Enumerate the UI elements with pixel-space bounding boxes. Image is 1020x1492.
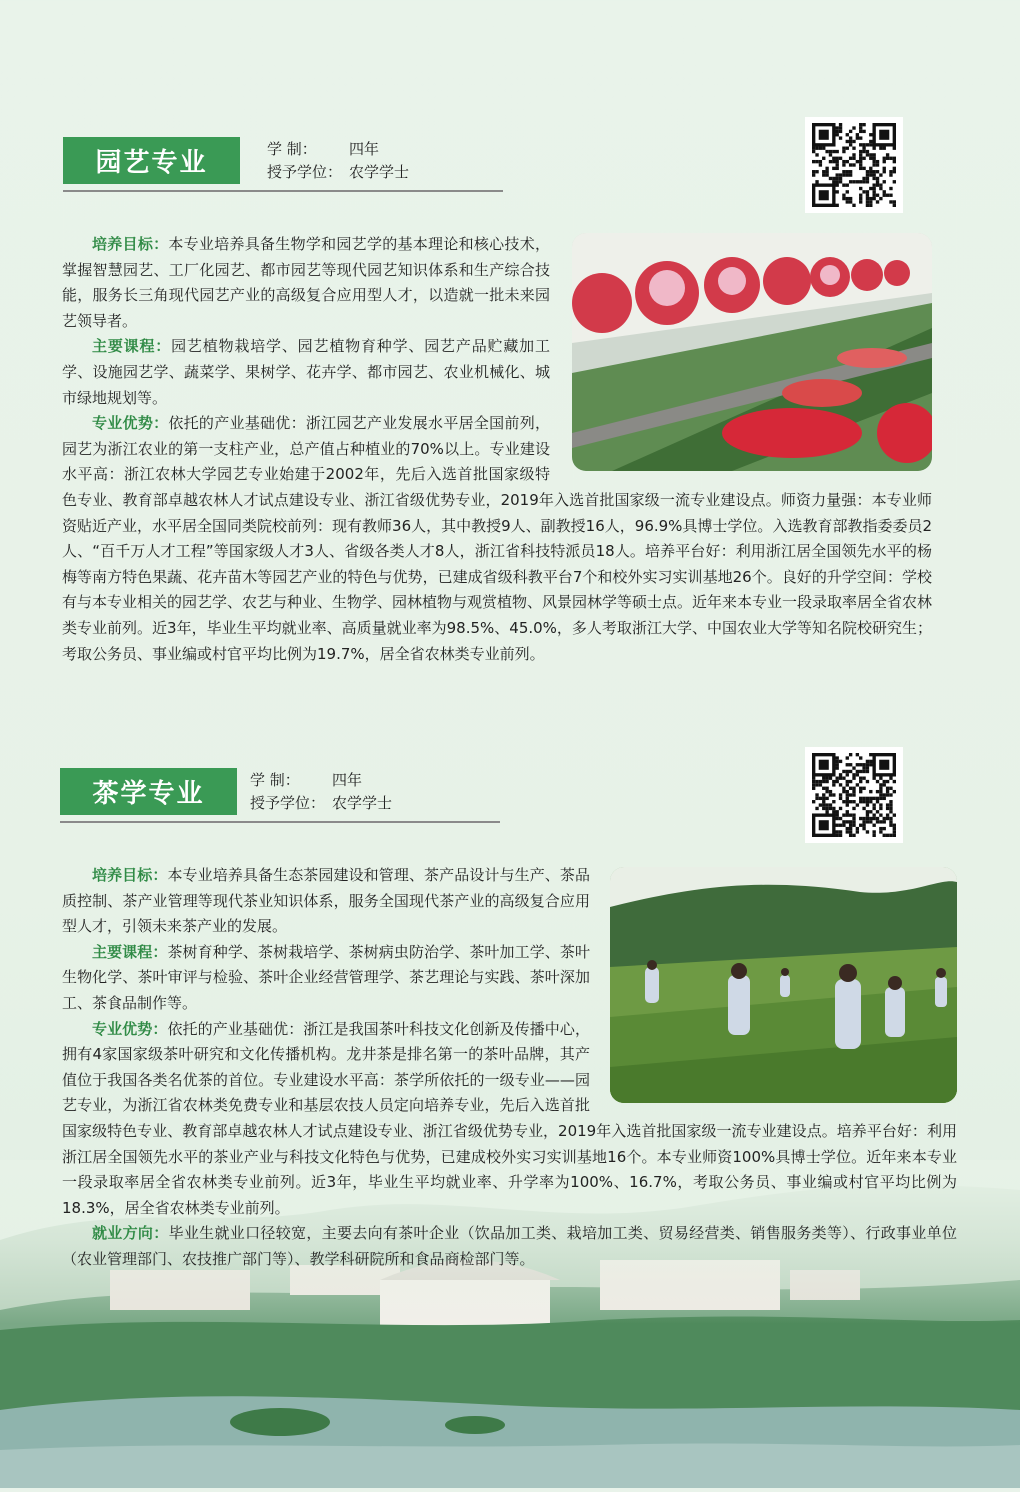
meta-duration: 学 制： 四年 xyxy=(267,140,380,158)
paragraph-employment: 就业方向：毕业生就业口径较宽，主要去向有茶叶企业（饮品加工类、栽培加工类、贸易经营类、销售服务类等）、行政事业单位（农业管理部门、农技推广部门等）、教学科研院所和食品商检部门等。 xyxy=(62,1224,957,1268)
qr-code-icon xyxy=(805,747,903,843)
section-divider xyxy=(60,821,500,823)
section-divider xyxy=(63,190,503,192)
meta-duration: 学 制： 四年 xyxy=(250,771,363,789)
section-body xyxy=(62,232,932,667)
paragraph-courses: 主要课程：园艺植物栽培学、园艺植物育种学、园艺产品贮藏加工学、设施园艺学、蔬菜学、果树学、花卉学、都市园艺、农业机械化、城市绿地规划等。 xyxy=(62,337,550,407)
horticulture-section xyxy=(0,0,1020,720)
flower-greenhouse-photo xyxy=(572,233,932,471)
meta-degree: 授予学位： 农学学士 xyxy=(250,794,393,812)
tea-garden-photo xyxy=(610,867,957,1103)
paragraph-goal: 培养目标：本专业培养具备生物学和园艺学的基本理论和核心技术，掌握智慧园艺、工厂化园艺、都市园艺等现代园艺知识体系和生产综合技能，服务长三角现代园艺产业的高级复合应用型人才，以造就一批未来园艺领导者。 xyxy=(62,235,550,330)
paragraph-goal: 培养目标：本专业培养具备生态茶园建设和管理、茶产品设计与生产、茶品质控制、茶产业管理等现代茶业知识体系，服务全国现代茶产业的高级复合应用型人才，引领未来茶产业的发展。 xyxy=(62,866,590,936)
paragraph-advantages: 专业优势：依托的产业基础优：浙江园艺产业发展水平居全国前列，园艺为浙江农业的第一支柱产业，总产值占种植业的70%以上。专业建设水平高：浙江农林大学园艺专业始建于2002年，先后入选首批国家级特色专业、教育部卓越农林人才试点建设专业、浙江省级优势专业，2019年入选首批国家级一流专业建设点。师资力量强：本专业师资贴近产业，水平居全国同类院校前列：现有教师36人，其中教授9人、副教授16人，96.9%具博士学位。入选教育部教指委委员2人、“百千万人才工程”等国家级人才3人、省级各类人才8人，浙江省科技特派员18人。培养平台好：利用浙江居全国领先水平的杨梅等南方特色果蔬、花卉苗木等园艺产业的特色与优势，已建成省级科教平台7个和校外实习实训基地26个。良好的升学空间：学校有与本专业相关的园艺学、农艺与种业、生物学、园林植物与观赏植物、风景园林学等硕士点。近年来本专业一段录取率居全省农林类专业前列。近3年，毕业生平均就业率、高质量就业率为98.5%、45.0%，多人考取浙江大学、中国农业大学等知名院校研究生；考取公务员、事业编或村官平均比例为19.7%，居全省农林类专业前列。 xyxy=(62,414,933,663)
section-body xyxy=(62,863,957,1273)
section-meta xyxy=(250,769,392,815)
qr-code-icon xyxy=(805,117,903,213)
meta-degree: 授予学位： 农学学士 xyxy=(267,163,410,181)
paragraph-advantages: 专业优势：依托的产业基础优：浙江是我国茶叶科技文化创新及传播中心，拥有4家国家级茶叶研究和文化传播机构。龙井茶是排名第一的茶叶品牌，其产值位于我国各类名优茶的首位。专业建设水平高：茶学所依托的一级专业——园艺专业，为浙江省农林类免费专业和基层农技人员定向培养专业，先后入选首批国家级特色专业、教育部卓越农林人才试点建设专业、浙江省级优势专业，2019年入选首批国家级一流专业建设点。培养平台好：利用浙江居全国领先水平的茶业产业与科技文化特色与优势，已建成校外实习实训基地16个。本专业师资100%具博士学位。近年来本专业一段录取率居全省农林类专业前列。近3年，毕业生平均就业率、升学率为100%、16.7%，考取公务员、事业编或村官平均比例为18.3%，居全省农林类专业前列。 xyxy=(62,1019,957,1217)
section-tag: 园艺专业 xyxy=(63,137,240,184)
paragraph-courses: 主要课程：茶树育种学、茶树栽培学、茶树病虫防治学、茶叶加工学、茶叶生物化学、茶叶审评与检验、茶叶企业经营管理学、茶艺理论与实践、茶叶深加工、茶食品制作等。 xyxy=(62,942,590,1012)
section-meta xyxy=(267,138,409,184)
tea-science-section xyxy=(0,740,1020,1280)
section-tag: 茶学专业 xyxy=(60,768,237,815)
